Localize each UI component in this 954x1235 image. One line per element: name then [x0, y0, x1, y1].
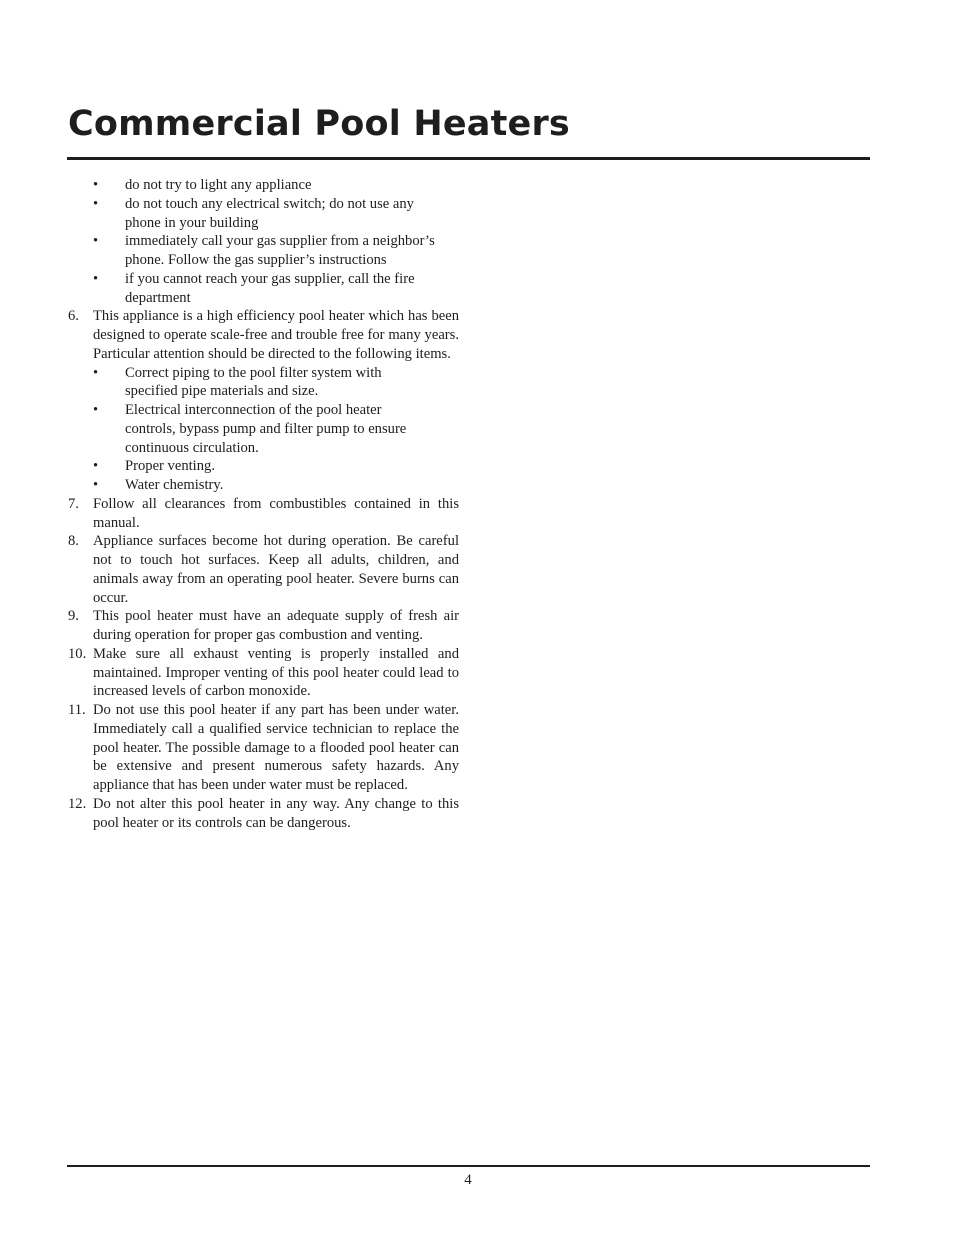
page-title: Commercial Pool Heaters: [68, 104, 570, 144]
page-number: 4: [464, 1172, 472, 1188]
sub-bullet-list: [93, 364, 459, 495]
item-text: Do not use this pool heater if any part has been under water. Immediately call a qualified service technician to replace the pool heater. The possible damage to a flooded pool heater can be extensive and present numerous safety hazards. Any appliance that has been under water must be replaced.: [93, 702, 459, 793]
item-text: Follow all clearances from combustibles contained in this manual.: [93, 495, 459, 531]
bullet-icon: •: [93, 477, 99, 493]
footer-divider: [67, 1165, 870, 1167]
item-text: Appliance surfaces become hot during operation. Be careful not to touch hot surfaces. Keep all adults, children, and animals away from an operating pool heater. Severe burns can occur.: [93, 533, 459, 606]
bullet-icon: •: [93, 177, 99, 193]
safety-instructions: [68, 176, 459, 832]
bullet-text: Water chemistry.: [125, 477, 224, 493]
item-number: 8.: [68, 533, 79, 550]
numbered-item-9: [68, 607, 459, 645]
list-item: [68, 176, 459, 195]
bullet-text: Correct piping to the pool filter system with specified pipe materials and size.: [125, 364, 382, 400]
bullet-icon: •: [93, 195, 99, 212]
list-item: [68, 195, 459, 233]
list-item: [68, 270, 459, 308]
bullet-text: Electrical interconnection of the pool heater controls, bypass pump and filter pump to ensure continuous circulation.: [125, 402, 407, 456]
item-number: 10.: [68, 645, 87, 662]
item-number: 6.: [68, 308, 79, 325]
numbered-item-8: [68, 532, 459, 607]
list-item: [68, 232, 459, 270]
bullet-text: immediately call your gas supplier from a neighbor’s phone. Follow the gas supplier’s instructions: [125, 233, 435, 268]
numbered-item-11: [68, 701, 459, 795]
numbered-item-12: [68, 795, 459, 833]
item-number: 9.: [68, 608, 79, 625]
item-text: Do not alter this pool heater in any way. Any change to this pool heater or its controls can be dangerous.: [93, 795, 459, 831]
item-text: This pool heater must have an adequate supply of fresh air during operation for proper gas combustion and venting.: [93, 608, 459, 643]
bullet-text: do not try to light any appliance: [125, 177, 312, 193]
bullet-text: do not touch any electrical switch; do not use any phone in your building: [125, 195, 414, 231]
bullet-icon: •: [93, 458, 99, 475]
list-item: [93, 401, 459, 457]
numbered-item-7: [68, 495, 459, 533]
bullet-icon: •: [93, 233, 99, 250]
header-divider: [67, 157, 870, 160]
bullet-icon: •: [93, 270, 99, 287]
list-item: [93, 476, 459, 495]
item-number: 11.: [68, 702, 86, 718]
item-number: 7.: [68, 495, 79, 512]
item-number: 12.: [68, 795, 87, 812]
item-text: This appliance is a high efficiency pool heater which has been designed to operate scale-free and trouble free for many years. Particular attention should be directed to the following items.: [93, 308, 459, 362]
numbered-item-6: [68, 307, 459, 495]
bullet-icon: •: [93, 402, 99, 418]
bullet-text: if you cannot reach your gas supplier, call the fire department: [125, 270, 415, 306]
numbered-item-10: [68, 645, 459, 701]
list-item: [93, 364, 459, 402]
bullet-icon: •: [93, 364, 99, 381]
item-text: Make sure all exhaust venting is properly installed and maintained. Improper venting of this pool heater could lead to increased levels of carbon monoxide.: [93, 645, 459, 700]
intro-bullet-list: [68, 176, 459, 307]
list-item: [93, 457, 459, 476]
bullet-text: Proper venting.: [125, 458, 215, 475]
